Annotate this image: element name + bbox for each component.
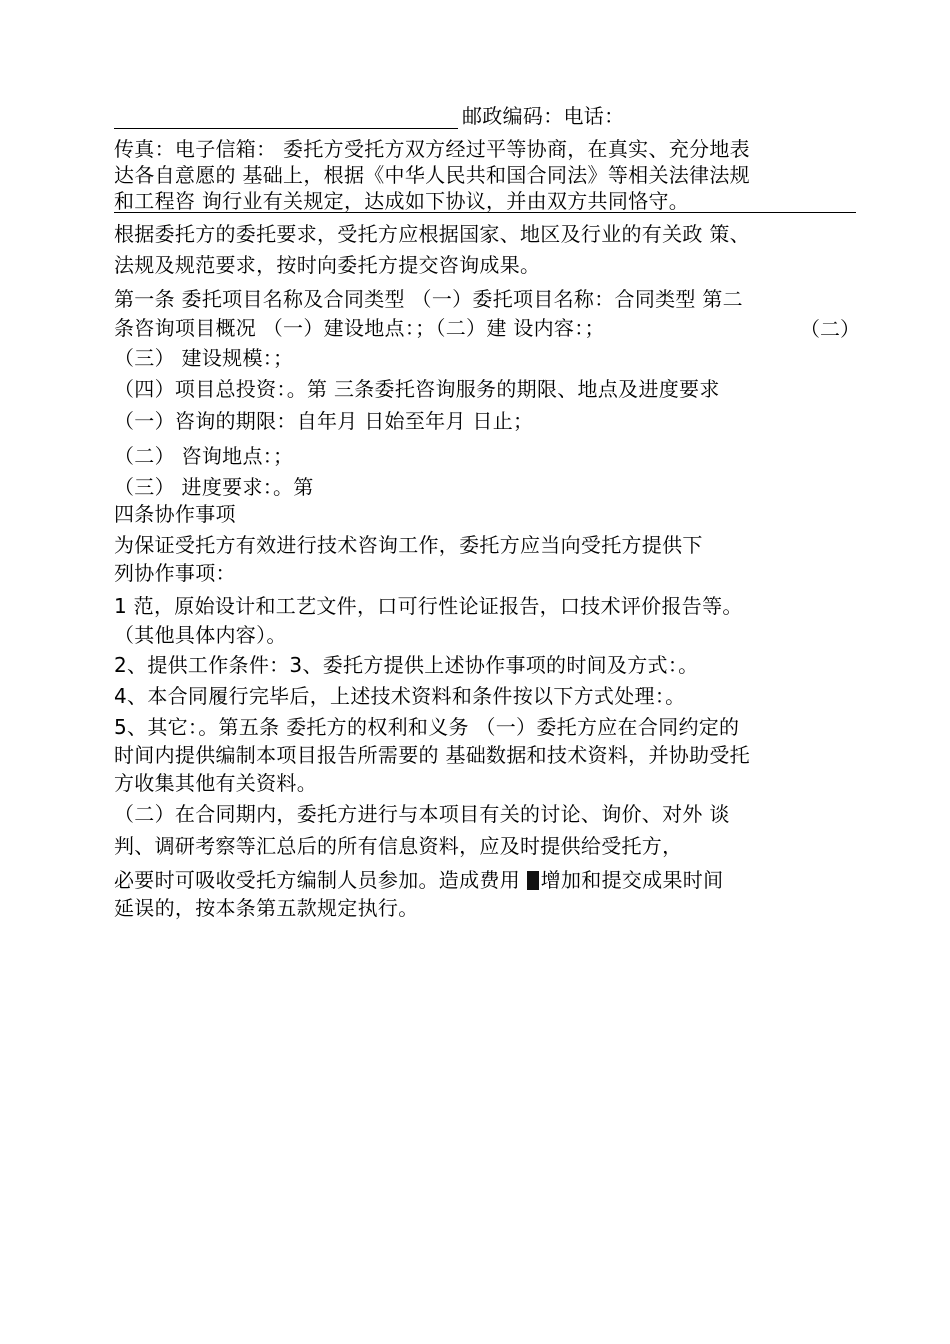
text-line: 延误的，按本条第五款规定执行。 [114,896,419,920]
list-item-1: 1 范，原始设计和工艺文件，口可行性论证报告，口技术评价报告等。 [114,594,743,618]
text-segment: 增加和提交成果时间 [540,868,724,892]
text-line: 法规及规范要求，按时向委托方提交咨询成果。 [114,253,541,277]
text-line: （二） 咨询地点：； [114,444,294,468]
text-line: 和工程咨 询行业有关规定，达成如下协议，并由双方共同恪守。 [114,189,690,213]
text-line: 为保证受托方有效进行技术咨询工作，委托方应当向受托方提供下 [114,533,703,557]
list-item-4: 4、本合同履行完毕后，上述技术资料和条件按以下方式处理：。 [114,684,686,708]
horizontal-rule [114,212,856,213]
text-line: （三） 建设规模：； [114,346,294,370]
text-line: 传真：电子信箱： 委托方受托方双方经过平等协商，在真实、充分地表 [114,137,750,161]
text-line: （二）在合同期内，委托方进行与本项目有关的讨论、询价、对外 谈 [114,802,730,826]
list-item-2-3: 2、提供工作条件：3、委托方提供上述协作事项的时间及方式：。 [114,653,699,677]
blank-underline [114,108,458,129]
text-line [114,867,723,893]
article-1-heading: 第一条 委托项目名称及合同类型 （一）委托项目名称：合同类型 第二 [114,287,743,311]
text-line: 方收集其他有关资料。 [114,771,317,795]
postcode-phone-line [114,103,624,129]
text-line: 判、调研考察等汇总后的所有信息资料，应及时提供给受托方， [114,834,683,858]
text-line: （其他具体内容）。 [114,623,287,647]
text-segment: 必要时可吸收受托方编制人员参加。造成费用 [114,868,527,892]
text-line: （一）咨询的期限：自年月 日始至年月 日止； [114,409,534,433]
list-item-5: 5、其它：。第五条 委托方的权利和义务 （一）委托方应在合同约定的 [114,715,740,739]
article-2-line: 条咨询项目概况 （一）建设地点：；（二）建 设内容：； [114,316,605,340]
black-mark-icon [527,871,539,890]
article-3-line: （四）项目总投资：。第 三条委托咨询服务的期限、地点及进度要求 [114,377,720,401]
postcode-phone-label: 邮政编码：电话： [462,104,625,128]
text-line: （三） 进度要求：。第 [114,475,314,499]
item-marker: （二） [800,317,860,341]
text-line: 时间内提供编制本项目报告所需要的 基础数据和技术资料，并协助受托 [114,743,750,767]
text-line: 达各自意愿的 基础上，根据《中华人民共和国合同法》等相关法律法规 [114,163,750,187]
text-line: 列协作事项： [114,561,236,585]
text-line: 根据委托方的委托要求，受托方应根据国家、地区及行业的有关政 策、 [114,222,750,246]
article-4-heading: 四条协作事项 [114,502,236,526]
